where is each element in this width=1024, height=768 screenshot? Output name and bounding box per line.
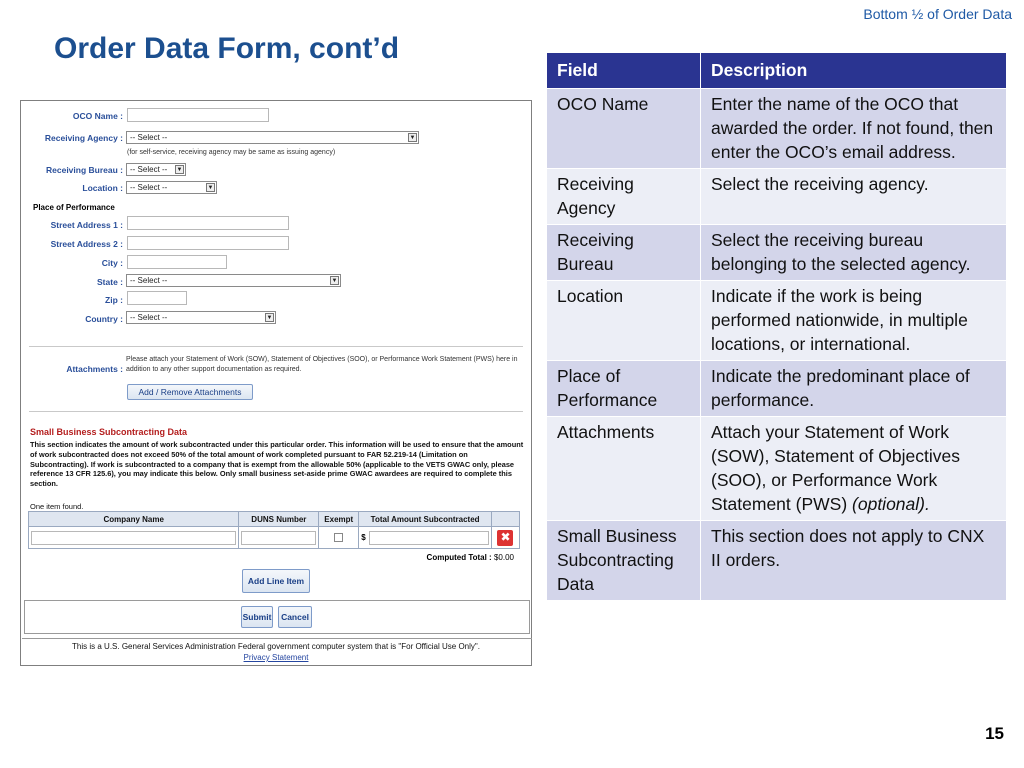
description-cell: Select the receiving bureau belonging to the selected agency. [701,225,1007,281]
chevron-down-icon: ▼ [331,278,338,284]
amount-input[interactable] [369,531,489,545]
receiving-bureau-value: -- Select -- [130,165,168,174]
computed-total-label: Computed Total : [426,553,492,562]
delete-cell [491,527,519,549]
divider [29,411,523,412]
location-value: -- Select -- [130,183,168,192]
chevron-down-icon: ▼ [409,135,416,141]
duns-number-cell [239,527,319,549]
exempt-cell [319,527,359,549]
country-select[interactable] [126,311,276,324]
attachments-note: Please attach your Statement of Work (SOW), Statement of Objectives (SOO), or Performance Work Statement (PWS) here in addition to any other support documentation as required. [126,356,518,373]
slide-top-note: Bottom ½ of Order Data [863,6,1012,22]
location-label: Location : [82,183,123,193]
privacy-statement-link[interactable]: Privacy Statement [243,653,309,662]
field-cell: OCO Name [547,89,701,169]
footer-disclaimer: This is a U.S. General Services Administration Federal government computer system that is "For Official Use Only". [72,642,480,651]
description-text: Attach your Statement of Work (SOW), Statement of Objectives (SOO), or Performance Work Statement (PWS) [711,422,960,514]
table-row [29,527,520,549]
zip-input[interactable] [127,291,187,305]
delete-row-icon[interactable]: ✖ [497,530,513,546]
divider [29,346,523,347]
company-name-input[interactable] [31,531,236,545]
column-company-name: Company Name [29,512,239,527]
receiving-bureau-label: Receiving Bureau : [46,165,123,175]
description-cell: This section does not apply to CNX II orders. [701,521,1007,601]
street-address-1-label: Street Address 1 : [50,220,123,230]
add-line-item-button[interactable]: Add Line Item [242,569,310,593]
table-row [547,361,1007,417]
field-cell: Place of Performance [547,361,701,417]
add-remove-attachments-button[interactable]: Add / Remove Attachments [127,384,253,400]
column-exempt: Exempt [319,512,359,527]
country-label: Country : [85,314,123,324]
column-duns-number: DUNS Number [239,512,319,527]
street-address-2-input[interactable] [127,236,289,250]
dollar-prefix: $ [361,533,366,542]
receiving-agency-label: Receiving Agency : [44,133,123,143]
form-actions-box [24,600,530,634]
street-address-1-input[interactable] [127,216,289,230]
cancel-button[interactable]: Cancel [278,606,312,628]
company-name-cell [29,527,239,549]
table-row [547,89,1007,169]
place-of-performance-heading: Place of Performance [33,203,115,212]
description-optional: (optional). [852,494,930,514]
country-value: -- Select -- [130,313,168,322]
city-label: City : [101,258,123,268]
receiving-agency-value: -- Select -- [130,133,168,142]
submit-button[interactable]: Submit [241,606,273,628]
table-row [547,417,1007,521]
column-total-amount: Total Amount Subcontracted [359,512,492,527]
slide-title: Order Data Form, cont’d [54,32,400,65]
items-found-text: One item found. [30,502,84,511]
field-cell: Attachments [547,417,701,521]
table-row [547,169,1007,225]
field-cell: Small Business Subcontracting Data [547,521,701,601]
divider [22,638,532,639]
street-address-2-label: Street Address 2 : [50,239,123,249]
header-field: Field [547,53,701,89]
receiving-bureau-select[interactable] [126,163,186,176]
oco-name-label: OCO Name : [72,111,123,121]
field-description-table [546,52,1007,601]
state-select[interactable] [126,274,341,287]
header-description: Description [701,53,1007,89]
state-value: -- Select -- [130,276,168,285]
column-actions [491,512,519,527]
table-row [547,281,1007,361]
field-cell: Location [547,281,701,361]
description-cell: Select the receiving agency. [701,169,1007,225]
table-row [547,521,1007,601]
attachments-label: Attachments : [66,364,123,374]
description-cell: Indicate the predominant place of performance. [701,361,1007,417]
zip-label: Zip : [105,295,123,305]
city-input[interactable] [127,255,227,269]
chevron-down-icon: ▼ [207,185,214,191]
computed-total-value: $0.00 [493,553,514,562]
small-business-description: This section indicates the amount of work subcontracted under this particular order. This information will be used to ensure that the amount of work subcontracted does not exceed 50% of the total amount of work completed pursuant to FAR 52.219-14 (Limitation on Subcontracting). If work is subcontracted to a company that is exempt from the allowable 50% (applicable to the VETS GWAC only, please reference 13 CFR 125.6), you may indicate this below. Only small business set-aside prime GWAC awardees are required to complete this section. [30,440,524,489]
table-row [547,225,1007,281]
exempt-checkbox[interactable] [334,533,343,542]
page-number: 15 [985,724,1004,743]
duns-number-input[interactable] [241,531,316,545]
computed-total [380,553,514,562]
oco-name-input[interactable] [127,108,269,122]
receiving-agency-note: (for self-service, receiving agency may be same as issuing agency) [127,149,336,156]
description-cell: Indicate if the work is being performed nationwide, in multiple locations, or international. [701,281,1007,361]
state-label: State : [97,277,123,287]
receiving-agency-select[interactable] [126,131,419,144]
description-cell: Enter the name of the OCO that awarded the order. If not found, then enter the OCO’s email address. [701,89,1007,169]
subcontract-table [28,511,520,549]
field-cell: Receiving Bureau [547,225,701,281]
chevron-down-icon: ▼ [176,167,183,173]
description-cell [701,417,1007,521]
small-business-title: Small Business Subcontracting Data [30,427,188,437]
amount-cell [359,527,492,549]
location-select[interactable] [126,181,217,194]
field-cell: Receiving Agency [547,169,701,225]
chevron-down-icon: ▼ [266,315,273,321]
